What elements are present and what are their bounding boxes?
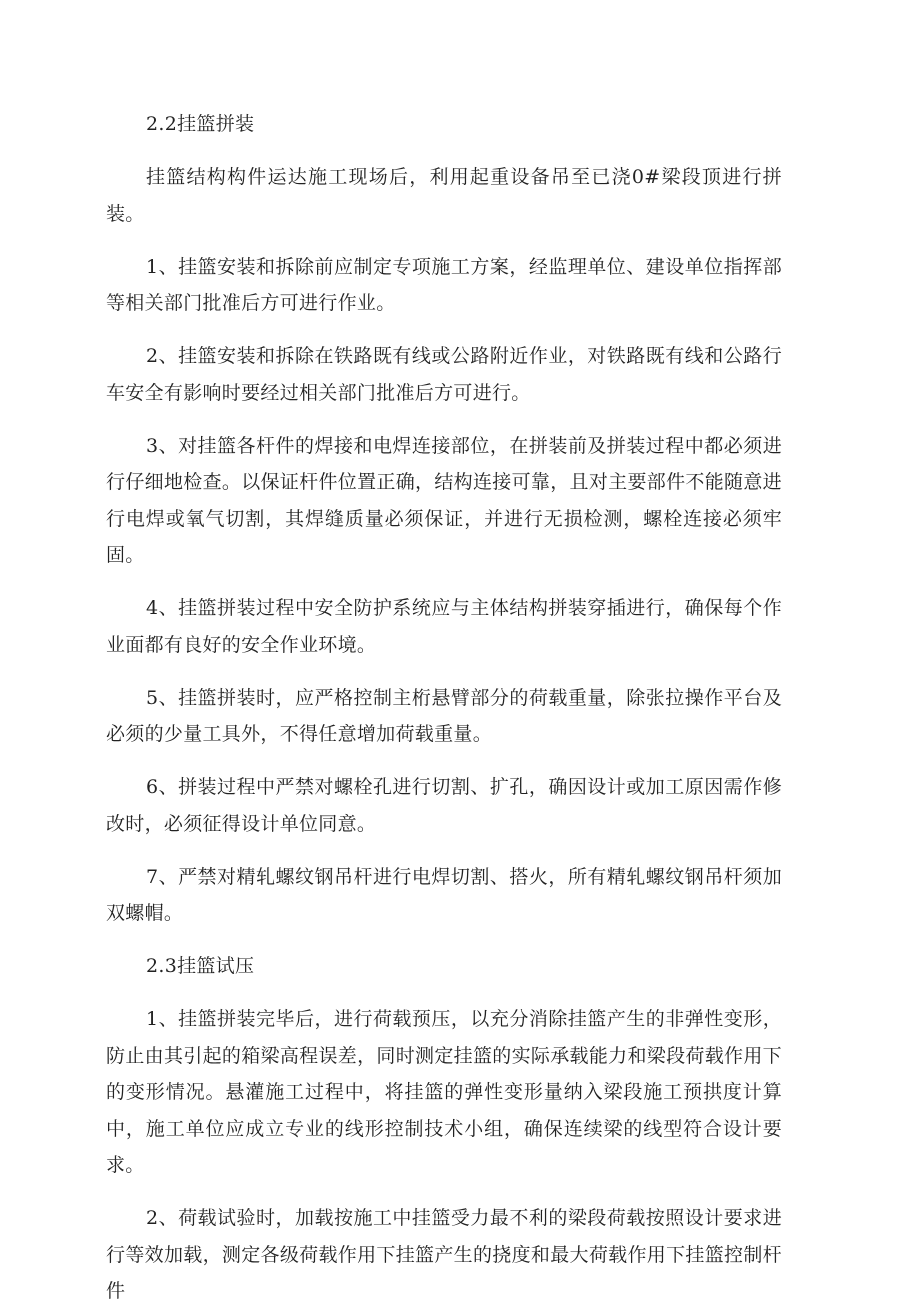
section-2-2-item-7: 7、严禁对精轧螺纹钢吊杆进行电焊切割、搭火，所有精轧螺纹钢吊杆须加双螺帽。: [106, 865, 782, 924]
section-2-2-item-1: 1、挂篮安装和拆除前应制定专项施工方案，经监理单位、建设单位指挥部等相关部门批准后方可进行作业。: [106, 255, 782, 314]
section-2-2-item-2: 2、挂篮安装和拆除在铁路既有线或公路附近作业，对铁路既有线和公路行车安全有影响时要经过相关部门批准后方可进行。: [106, 345, 782, 404]
section-2-2-item-3: 3、对挂篮各杆件的焊接和电焊连接部位，在拼装前及拼装过程中都必须进行仔细地检查。以保证杆件位置正确，结构连接可靠，且对主要部件不能随意进行电焊或氧气切割，其焊缝质量必须保证，并进行无损检测，螺栓连接必须牢固。: [106, 434, 782, 566]
section-2-2-intro: 挂篮结构构件运达施工现场后，利用起重设备吊至已浇0#梁段顶进行拼装。: [106, 166, 782, 225]
section-2-2-item-6: 6、拼装过程中严禁对螺栓孔进行切割、扩孔，确因设计或加工原因需作修改时，必须征得设计单位同意。: [106, 776, 782, 835]
section-2-3-item-2: 2、荷载试验时，加载按施工中挂篮受力最不利的梁段荷载按照设计要求进行等效加载，测定各级荷载作用下挂篮产生的挠度和最大荷载作用下挂篮控制杆件: [106, 1207, 782, 1302]
section-heading-2-2: 2.2挂篮拼装: [146, 113, 255, 135]
section-heading-2-3: 2.3挂篮试压: [146, 955, 255, 977]
section-2-2-item-5: 5、挂篮拼装时，应严格控制主桁悬臂部分的荷载重量，除张拉操作平台及必须的少量工具外，不得任意增加荷载重量。: [106, 686, 782, 745]
section-2-3-item-1: 1、挂篮拼装完毕后，进行荷载预压，以充分消除挂篮产生的非弹性变形，防止由其引起的箱梁高程误差，同时测定挂篮的实际承载能力和梁段荷载作用下的变形情况。悬灌施工过程中，将挂篮的弹性变形量纳入梁段施工预拱度计算中，施工单位应成立专业的线形控制技术小组，确保连续梁的线型符合设计要求。: [106, 1008, 782, 1176]
section-2-2-item-4: 4、挂篮拼装过程中安全防护系统应与主体结构拼装穿插进行，确保每个作业面都有良好的安全作业环境。: [106, 597, 782, 656]
